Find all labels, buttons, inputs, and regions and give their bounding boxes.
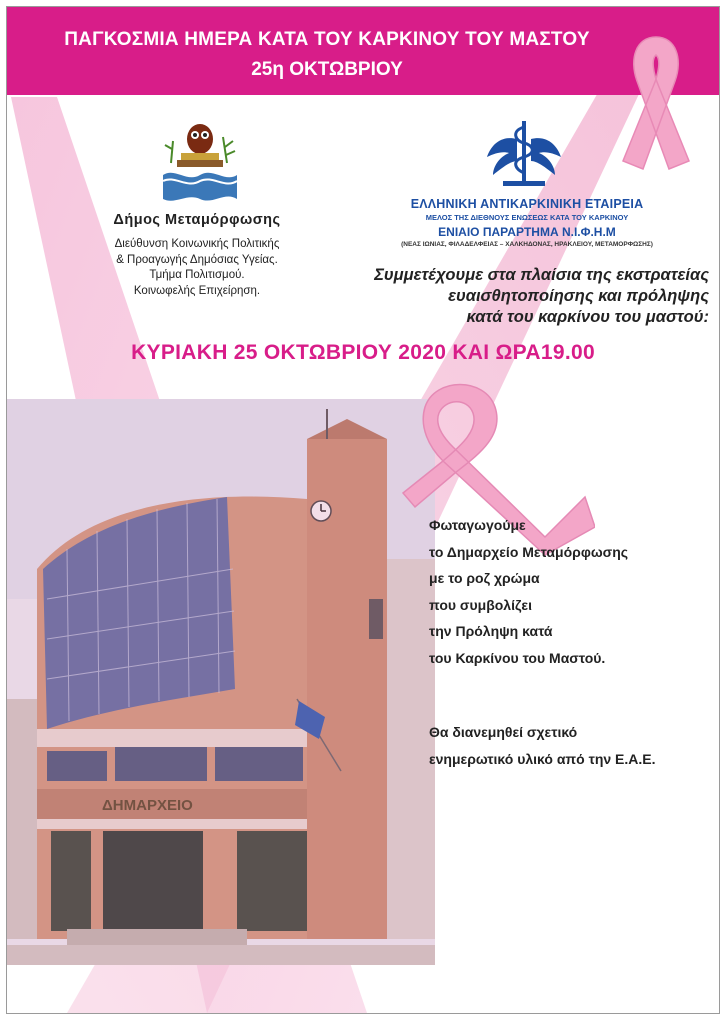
lighting-line: το Δημαρχείο Μεταμόρφωσης [429, 543, 629, 560]
distribution-message [429, 719, 719, 772]
lighting-message [429, 512, 719, 671]
cancer-society-areas: (ΝΕΑΣ ΙΩΝΙΑΣ, ΦΙΛΑΔΕΛΦΕΙΑΣ – ΧΑΛΚΗΔΟΝΑΣ, ΗΡΑΚΛΕΙΟΥ, ΜΕΤΑΜΟΡΦΩΣΗΣ) [401, 241, 653, 248]
distribution-line: Θα διανεμηθεί σχετικό [429, 724, 578, 740]
municipality-owl-logo-icon [155, 119, 245, 205]
poster [6, 6, 720, 1014]
municipality-line: & Προαγωγής Δημόσιας Υγείας. [116, 253, 278, 266]
lighting-line: την Πρόληψη κατά [429, 623, 553, 639]
pink-ribbon-icon [611, 29, 701, 179]
campaign-line: ευαισθητοποίησης και πρόληψης [448, 287, 709, 305]
poster-date: 25η ΟΚΤΩΒΡΙΟΥ [251, 59, 403, 80]
town-hall-sign: ΔΗΜΑΡΧΕΙΟ [102, 797, 193, 814]
lighting-line: που συμβολίζει [429, 596, 532, 613]
municipality-line: Διεύθυνση Κοινωνικής Πολιτικής [114, 238, 280, 250]
lighting-line: με το ροζ χρώμα [429, 570, 540, 586]
lighting-line: του Καρκίνου του Μαστού. [429, 649, 606, 666]
cancer-society-subtitle: ΜΕΛΟΣ ΤΗΣ ΔΙΕΘΝΟΥΣ ΕΝΩΣΕΩΣ ΚΑΤΑ ΤΟΥ ΚΑΡΚΙΝΟΥ [425, 213, 629, 222]
lighting-line: Φωταγωγούμε [429, 517, 526, 533]
municipality-line: Τμήμα Πολιτισμού. [149, 269, 245, 281]
poster-title: ΠΑΓΚΟΣΜΙΑ ΗΜΕΡΑ ΚΑΤΑ ΤΟΥ ΚΑΡΚΙΝΟΥ ΤΟΥ ΜΑΣΤΟΥ [64, 29, 590, 50]
event-date: ΚΥΡΙΑΚΗ 25 ΟΚΤΩΒΡΙΟΥ 2020 ΚΑΙ ΩΡΑ19.00 [131, 341, 595, 364]
distribution-line: ενημερωτικό υλικό από την Ε.Α.Ε. [429, 750, 656, 767]
municipality-name: Δήμος Μεταμόρφωσης [113, 212, 281, 228]
campaign-statement [297, 265, 709, 328]
town-hall-photo [7, 399, 435, 965]
campaign-line: Συμμετέχουμε στα πλαίσια της εκστρατείας [374, 266, 709, 284]
cancer-society-logo-icon [481, 117, 567, 189]
cancer-society-name: ΕΛΛΗΝΙΚΗ ΑΝΤΙΚΑΡΚΙΝΙΚΗ ΕΤΑΙΡΕΙΑ [410, 197, 644, 211]
cancer-society-branch: ΕΝΙΑΙΟ ΠΑΡΑΡΤΗΜΑ Ν.Ι.Φ.Η.Μ [438, 225, 616, 239]
campaign-line: κατά του καρκίνου του μαστού: [466, 308, 709, 326]
municipality-line: Κοινωφελής Επιχείρηση. [133, 284, 261, 297]
